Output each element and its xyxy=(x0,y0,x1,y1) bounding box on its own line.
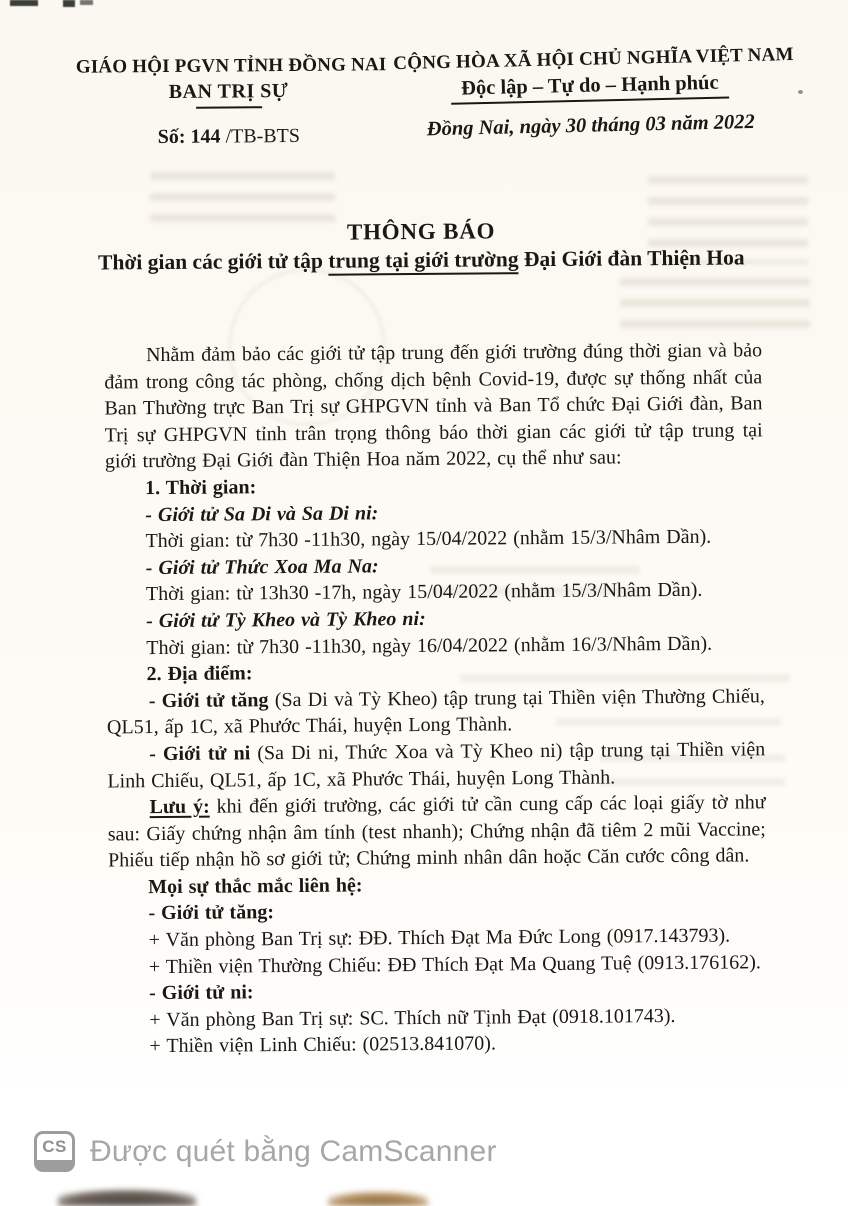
camscanner-watermark-text: Được quét bằng CamScanner xyxy=(90,1134,497,1168)
text-run: khi đến giới trường, các giới tử cần cung cấp các loại giấy tờ như sau: Giấy chứng nhận âm tính (test nhanh); Chứng nhận đã tiêm 2 mũi Vaccine; Phiếu tiếp nhận hồ sơ giới tử; Chứng minh nhân dân hoặc Căn cước công dân. xyxy=(107,791,766,872)
header-right-block xyxy=(393,44,794,142)
header-left-rule xyxy=(196,106,262,109)
item-tykheo-time xyxy=(106,630,764,662)
text-run: - Giới tử Sa Di và Sa Di ni: xyxy=(145,501,379,526)
document-title: THÔNG BÁO xyxy=(346,218,496,245)
header-left-block xyxy=(75,54,387,149)
para-location-ni xyxy=(107,736,765,794)
scan-smudge xyxy=(58,1190,196,1206)
document-body xyxy=(104,337,768,1060)
text-run: - Giới tử Thức Xoa Ma Na: xyxy=(145,555,379,579)
text-run: Mọi sự thắc mắc liên hệ: xyxy=(148,874,363,899)
text-run: 1. Thời gian: xyxy=(145,476,257,500)
text-run: + Văn phòng Ban Trị sự: SC. Thích nữ Tịnh Đạt (0918.101743). xyxy=(149,1004,676,1031)
contact-ni-monastery xyxy=(109,1029,767,1061)
text-run: (Sa Di và Tỳ Kheo) tập trung tại Thiền viện Thường Chiếu, QL51, ấp 1C, xã Phước Thái, huyện Long Thành. xyxy=(106,685,765,739)
org-name: GIÁO HỘI PGVN TỈNH ĐỒNG NAI xyxy=(75,54,387,78)
document-subtitle xyxy=(0,245,845,277)
text-run: Thời gian: từ 13h30 -17h, ngày 15/04/2022 (nhằm 15/3/Nhâm Dần). xyxy=(145,579,703,606)
text-run: (Sa Di ni, Thức Xoa và Tỳ Kheo ni) tập trung tại Thiền viện Linh Chiếu, QL51, ấp 1C, xã Phước Thái, huyện Long Thành. xyxy=(107,738,766,792)
camscanner-watermark xyxy=(34,1131,497,1172)
text-run: - Giới tử Tỳ Kheo và Tỳ Kheo ni: xyxy=(146,607,426,633)
text-run: Thời gian: từ 7h30 -11h30, ngày 15/04/2022 (nhằm 15/3/Nhâm Dần). xyxy=(145,525,712,553)
text-run: - Giới tử tăng: xyxy=(148,901,275,925)
para-note xyxy=(108,789,767,874)
text-run: + Thiền viện Thường Chiếu: ĐĐ Thích Đạt Ma Quang Tuệ (0913.176162). xyxy=(148,950,761,978)
contact-tang-monastery xyxy=(109,949,767,981)
item-thucxoa-time xyxy=(106,577,764,609)
scan-smudge xyxy=(328,1192,428,1206)
text-run: Thời gian: từ 7h30 -11h30, ngày 16/04/2022 (nhằm 16/3/Nhâm Dần). xyxy=(146,632,713,659)
camscanner-logo-bar xyxy=(37,1160,72,1169)
text-run: + Văn phòng Ban Trị sự: ĐĐ. Thích Đạt Ma Đức Long (0917.143793). xyxy=(148,924,731,952)
camscanner-logo-label: CS xyxy=(42,1137,67,1156)
national-motto-line2: Độc lập – Tự do – Hạnh phúc xyxy=(451,72,729,105)
text-run: Nhằm đảm bảo các giới tử tập trung đến giới trường đúng thời gian và bảo đảm trong công tác phòng, chống dịch bệnh Covid-19, được sự thống nhất của Ban Thường trực Ban Trị sự GHPGVN tỉnh và Ban Tổ chức Đại Giới đàn, Ban Trị sự GHPGVN tỉnh trân trọng thông báo thời gian các giới tử tập trung tại giới trường Đại Giới đàn Thiện Hoa năm 2022, cụ thể như sau: xyxy=(104,339,763,473)
text-run: - Giới tử ni: xyxy=(148,981,254,1005)
date-line: Đồng Nai, ngày 30 tháng 03 năm 2022 xyxy=(426,110,756,141)
document-number xyxy=(76,124,381,149)
text-run: Lưu ý: xyxy=(149,795,210,819)
camscanner-logo-icon xyxy=(34,1131,75,1172)
text-run: - Giới tử tăng xyxy=(148,688,269,712)
subtitle-segment: Thời gian các giới tử tập xyxy=(98,248,329,275)
national-motto-line1: CỘNG HÒA XÃ HỘI CHỦ NGHĨA VIỆT NAM xyxy=(393,44,794,75)
subtitle-underlined-segment: trung tại giới trường xyxy=(328,247,518,275)
para-location-tang xyxy=(107,683,765,741)
text-run: + Thiền viện Linh Chiếu: (02513.841070). xyxy=(149,1032,497,1058)
document-number-main: Số: 144 xyxy=(157,125,221,149)
org-department: BAN TRỊ SỰ xyxy=(168,80,289,103)
document-number-suffix: /TB-BTS xyxy=(220,124,301,148)
subtitle-segment: Đại Giới đàn Thiện Hoa xyxy=(518,245,745,272)
text-run: - Giới tử ni xyxy=(149,742,251,766)
title-block xyxy=(0,216,845,277)
item-sadi-time xyxy=(105,523,763,555)
text-run: 2. Địa điểm: xyxy=(146,662,253,686)
para-intro xyxy=(104,337,763,475)
